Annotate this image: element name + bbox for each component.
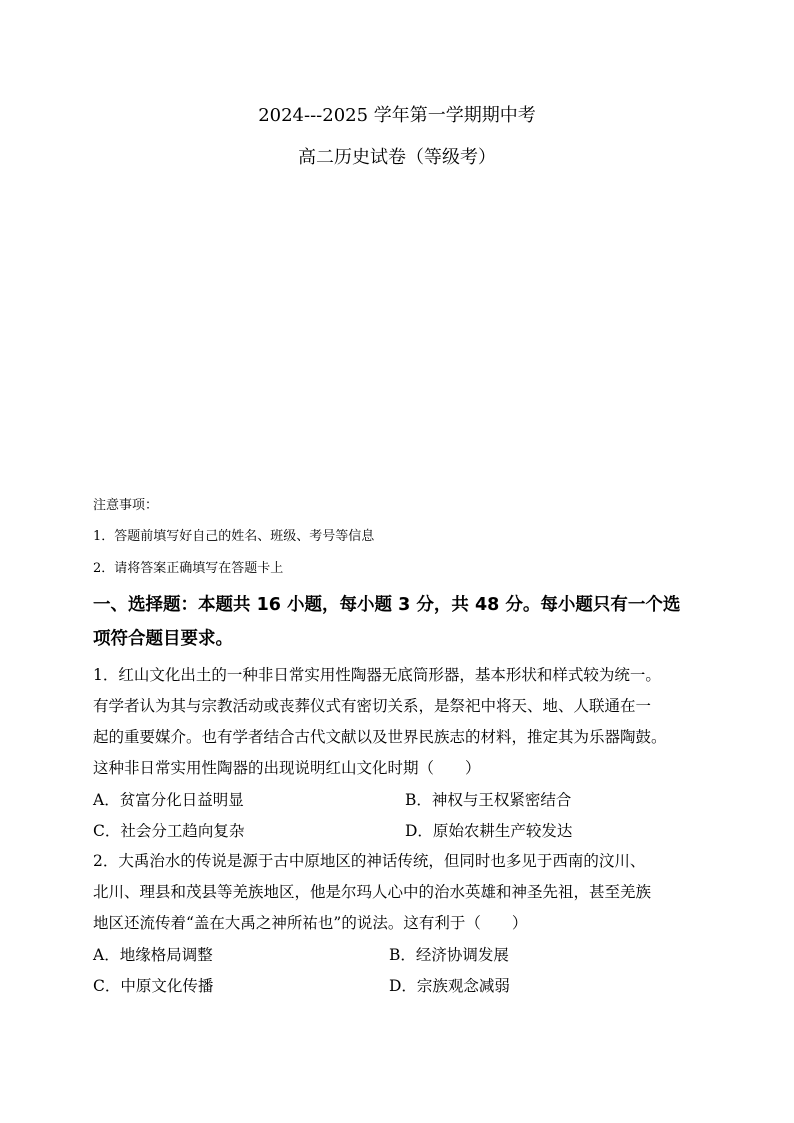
question-line: 有学者认为其与宗教活动或丧葬仪式有密切关系，是祭祀中将天、地、人联通在一 bbox=[93, 697, 652, 715]
option-row bbox=[93, 940, 703, 971]
section-heading-line: 项符合题目要求。 bbox=[93, 629, 233, 649]
section-heading-line: 一、选择题：本题共 16 小题，每小题 3 分，共 48 分。每小题只有一个选 bbox=[93, 595, 681, 615]
exam-title: 2024---2025 学年第一学期期中考 bbox=[258, 105, 536, 126]
option-a: A．贫富分化日益明显 bbox=[93, 791, 244, 809]
question-line: 这种非日常实用性陶器的出现说明红山文化时期（ ） bbox=[93, 759, 481, 777]
question-line: 2．大禹治水的传说是源于古中原地区的神话传统，但同时也多见于西南的汶川、 bbox=[93, 852, 646, 870]
question-line: 起的重要媒介。也有学者结合古代文献以及世界民族志的材料，推定其为乐器陶鼓。 bbox=[93, 728, 667, 746]
question-1-options bbox=[93, 785, 703, 847]
option-c: C．社会分工趋向复杂 bbox=[93, 822, 245, 840]
section-heading bbox=[93, 588, 703, 656]
question-line: 1．红山文化出土的一种非日常实用性陶器无底筒形器，基本形状和样式较为统一。 bbox=[93, 666, 661, 684]
question-2-options bbox=[93, 940, 703, 1002]
notes-heading: 注意事项： bbox=[93, 498, 159, 513]
option-d: D．原始农耕生产较发达 bbox=[405, 822, 573, 840]
option-b: B．神权与王权紧密结合 bbox=[405, 791, 572, 809]
option-b: B．经济协调发展 bbox=[389, 946, 509, 964]
option-d: D．宗族观念减弱 bbox=[389, 977, 510, 995]
exam-subtitle: 高二历史试卷（等级考） bbox=[298, 147, 496, 168]
option-c: C．中原文化传播 bbox=[93, 977, 214, 995]
option-a: A．地缘格局调整 bbox=[93, 946, 213, 964]
note-item-2: 2．请将答案正确填写在答题卡上 bbox=[93, 561, 284, 576]
question-line: 北川、理县和茂县等羌族地区，他是尔玛人心中的治水英雄和神圣先祖，甚至羌族 bbox=[93, 883, 652, 901]
question-line: 地区还流传着“盖在大禹之神所祐也”的说法。这有利于（ ） bbox=[93, 914, 528, 932]
note-item-1: 1．答题前填写好自己的姓名、班级、考号等信息 bbox=[93, 529, 375, 544]
question-2-stem bbox=[93, 846, 703, 939]
option-row bbox=[93, 785, 703, 816]
option-row bbox=[93, 816, 703, 847]
option-row bbox=[93, 971, 703, 1002]
question-1-stem bbox=[93, 660, 703, 784]
